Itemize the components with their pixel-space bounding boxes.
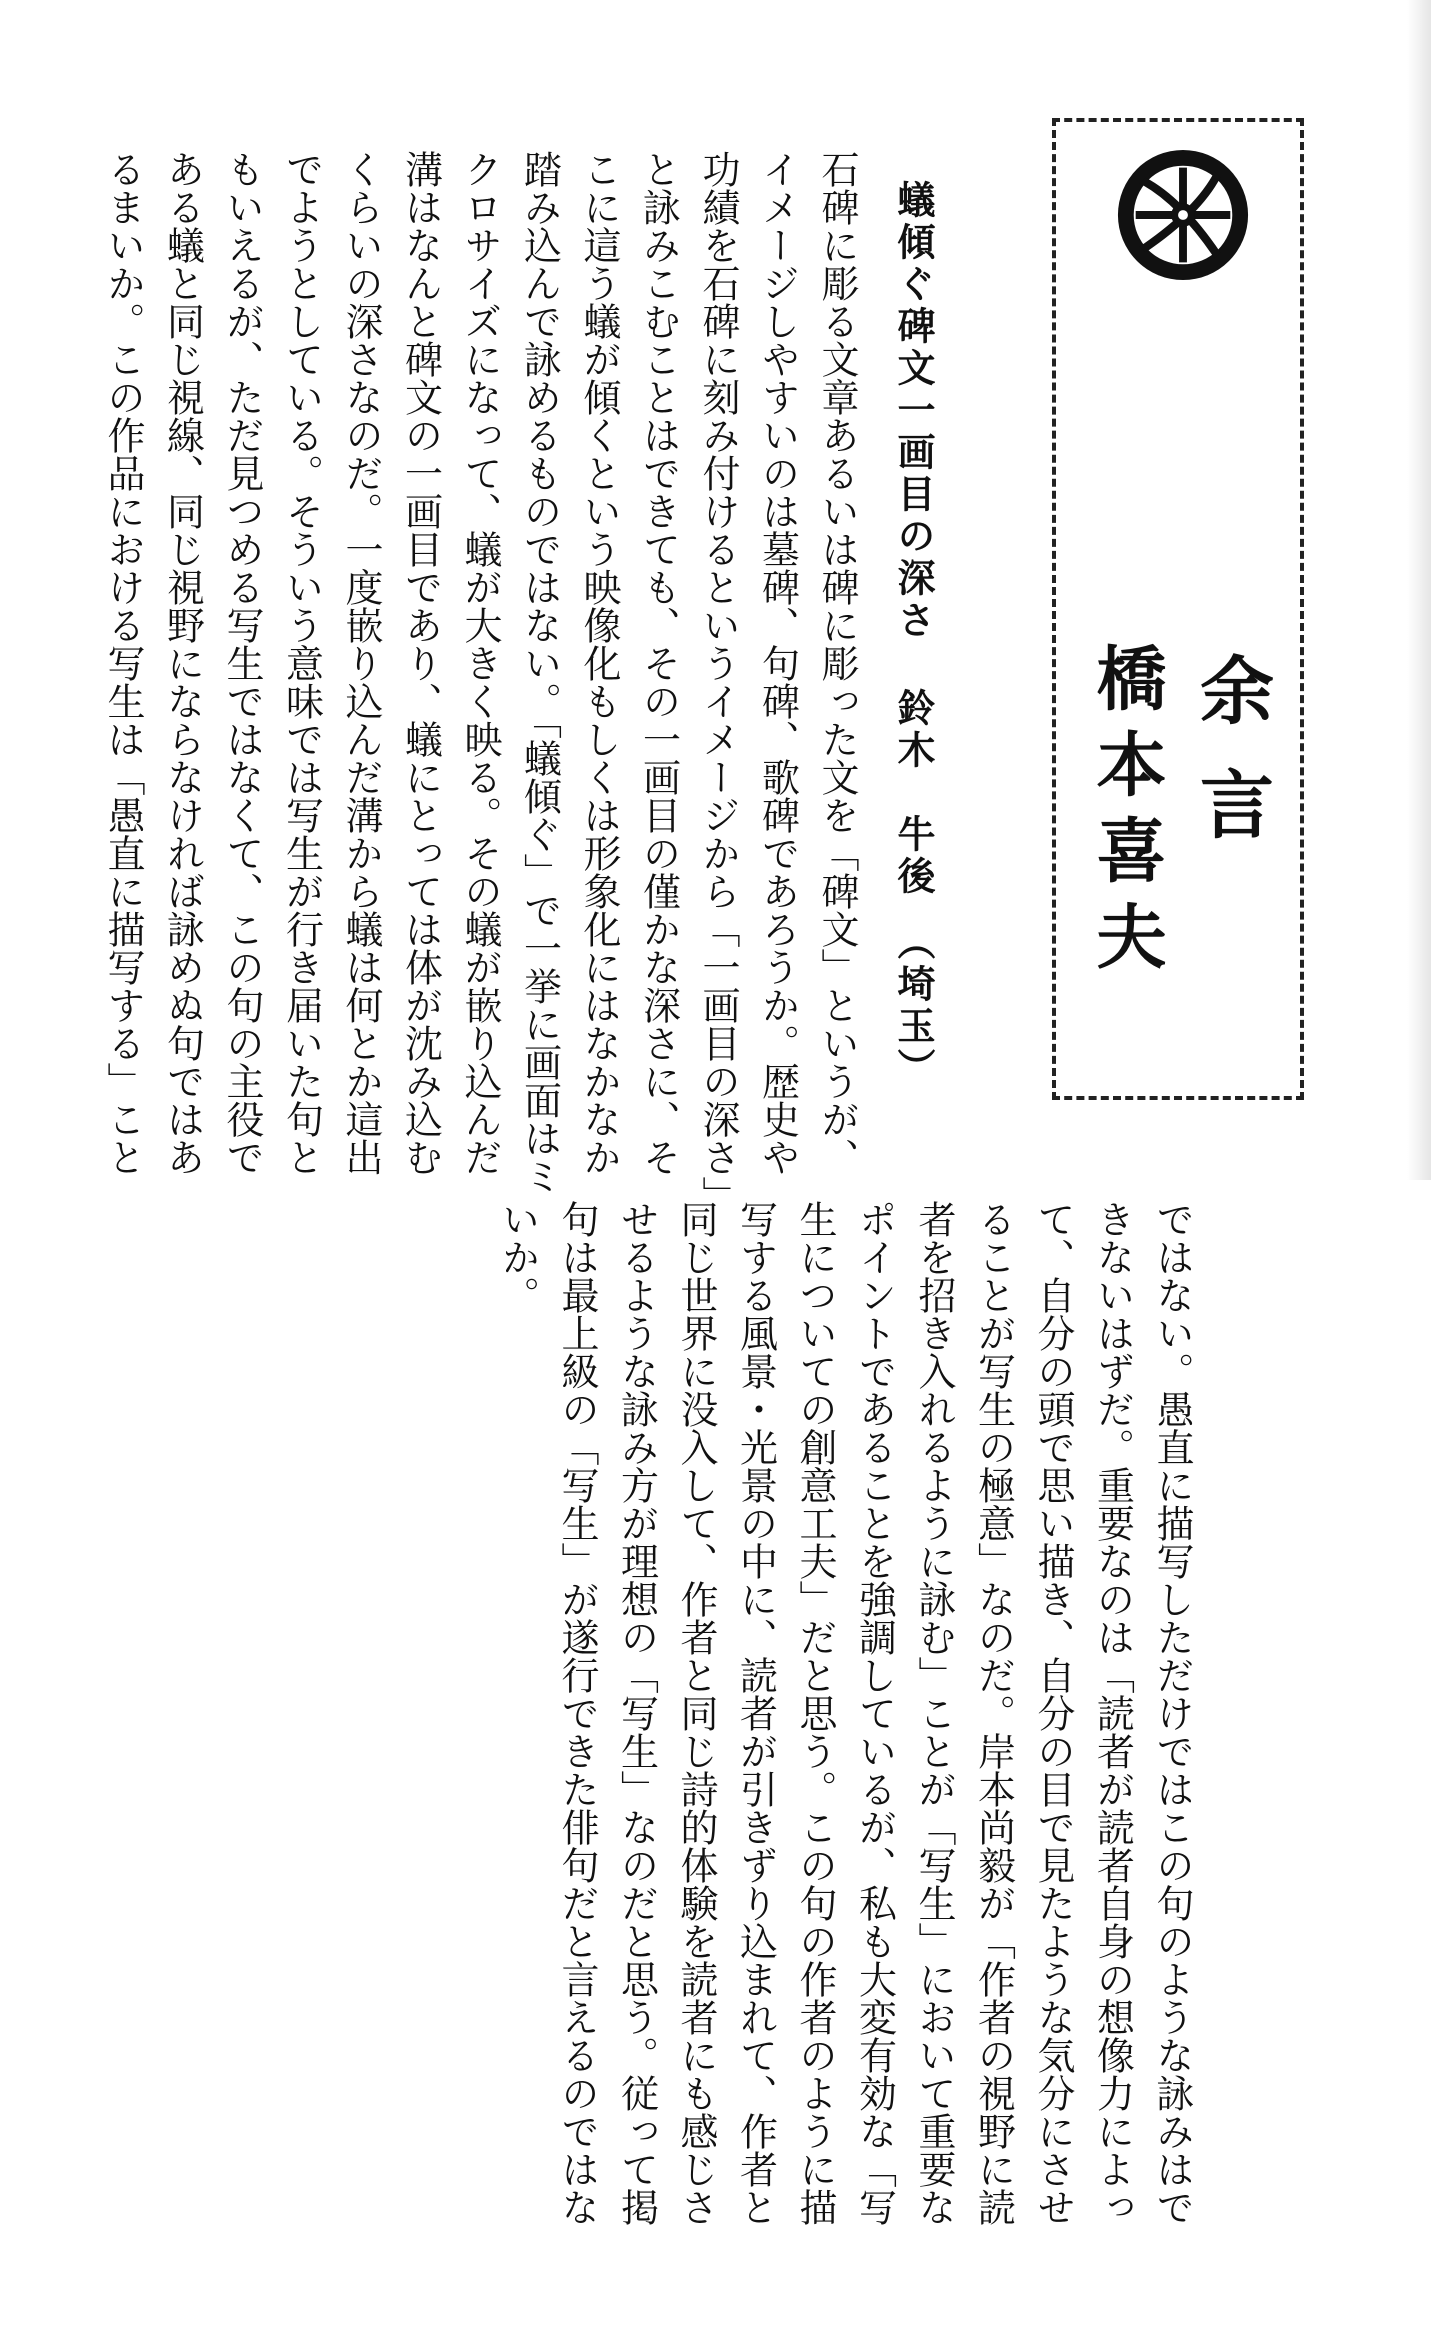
body-line: て、自分の頭で思い描き、自分の目で見たような気分にさせ [1031,1200,1075,2226]
essay-body-bottom [481,1200,1201,2226]
body-line: 溝はなんと碑文の一画目であり、蟻にとっては体が沈み込む [398,150,443,1176]
body-line: 者を招き入れるように詠む」ことが「写生」において重要な [912,1200,956,2226]
body-line: ある蟻と同じ視線、同じ視野にならなければ詠めぬ句ではあ [160,150,205,1176]
body-line: こに這う蟻が傾くという映像化もしくは形象化にはなかなか [577,150,621,1176]
series-title: 余言 [1188,652,1274,880]
poet-name: 鈴木 牛後 [891,688,935,898]
title-box [1052,118,1304,1100]
body-line: せるような詠み方が理想の「写生」なのだと思う。従って掲 [614,1200,659,2226]
body-line: 石碑に彫る文章あるいは碑に彫った文を「碑文」というが、 [815,150,859,1176]
body-line: きないはずだ。重要なのは「読者が読者自身の想像力によっ [1090,1200,1135,2226]
family-crest-icon [1114,146,1252,284]
body-line: 生についての創意工夫」だと思う。この句の作者のように描 [793,1200,837,2226]
author-name: 橋本喜夫 [1085,642,1168,986]
body-line: ることが写生の極意」なのだ。岸本尚毅が「作者の視野に読 [971,1200,1016,2226]
body-line: 踏み込んで詠めるものではない。「蟻傾ぐ」で一挙に画面はミ [517,150,562,1195]
body-line: るまいか。この作品における写生は「愚直に描写する」こと [101,150,145,1176]
featured-haiku-line [893,180,933,1100]
body-line: 句は最上級の「写生」が遂行できた俳句だと言えるのではな [555,1200,599,2226]
body-line: 同じ世界に没入して、作者と同じ詩的体験を読者にも感じさ [674,1200,718,2226]
body-line: ポイントであることを強調しているが、私も大変有効な「写 [852,1200,897,2226]
scan-edge-shadow [1407,0,1431,1180]
body-line: イメージしやすいのは墓碑、句碑、歌碑であろうか。歴史や [755,150,800,1176]
body-line: クロサイズになって、蟻が大きく映る。その蟻が嵌り込んだ [458,150,502,1176]
body-line: くらいの深さなのだ。一度嵌り込んだ溝から蟻は何とか這出 [339,150,383,1176]
body-line: ではない。愚直に描写しただけではこの句のような詠みはで [1150,1200,1194,2226]
body-line: でようとしている。そういう意味では写生が行き届いた句と [279,150,324,1176]
poet-region: （埼玉） [891,922,935,1090]
essay-body-top [101,150,866,1214]
haiku-text: 蟻傾ぐ碑文一画目の深さ [891,180,935,642]
body-line: と詠みこむことはできても、その一画目の僅かな深さに、そ [636,150,681,1176]
body-line: 功績を石碑に刻み付けるというイメージから「一画目の深さ」 [696,150,740,1214]
body-line: いか。 [495,1200,540,1314]
body-line: もいえるが、ただ見つめる写生ではなくて、この句の主役で [220,150,264,1176]
body-line: 写する風景・光景の中に、読者が引きずり込まれて、作者と [733,1200,778,2226]
